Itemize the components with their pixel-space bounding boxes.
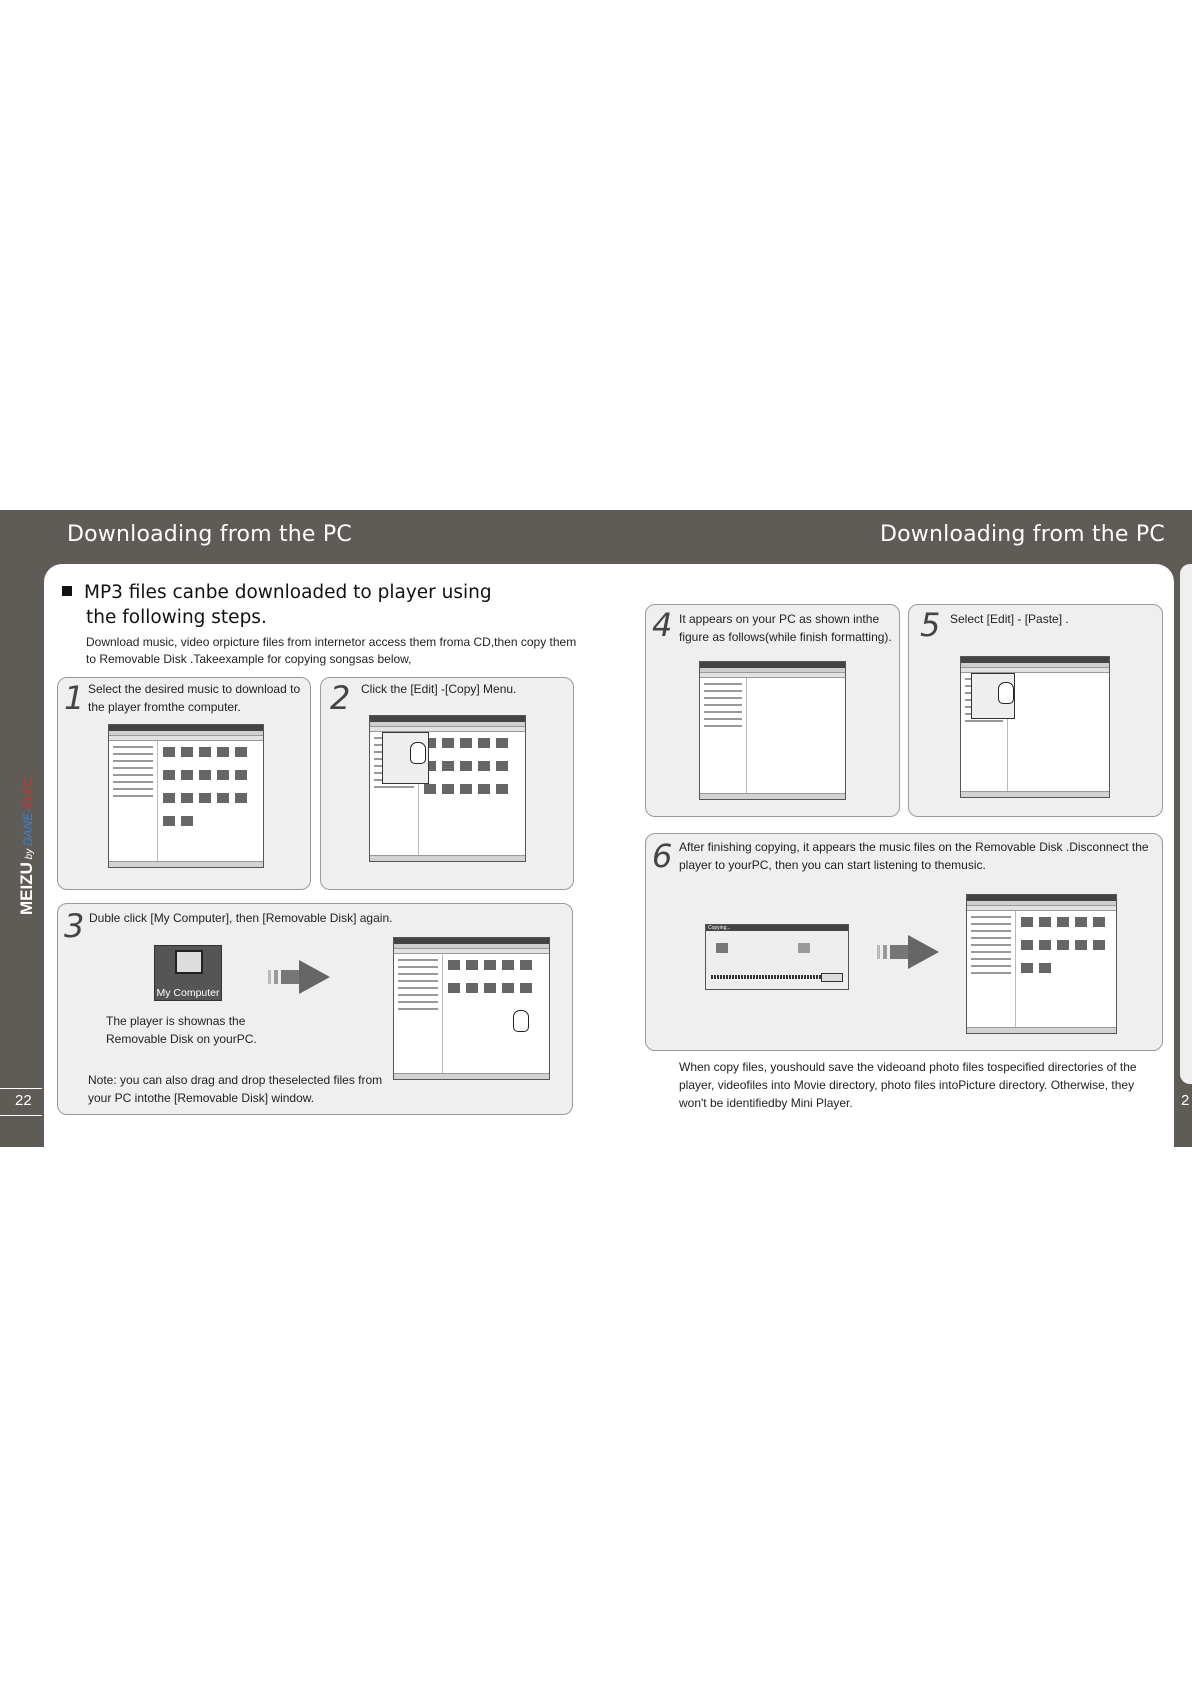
- step-2-screenshot: [369, 715, 526, 862]
- section-heading: [62, 580, 492, 630]
- step-5-text: Select [Edit] - [Paste] .: [950, 612, 1069, 626]
- right-arrow-icon: [266, 957, 330, 997]
- step-2-number: 2: [330, 679, 351, 717]
- copying-dialog: [705, 924, 849, 990]
- right-page-title: Downloading from the PC: [880, 522, 1165, 547]
- heading-line-1: MP3 files canbe downloaded to player using: [84, 582, 492, 603]
- right-page-number: 2: [1181, 1092, 1190, 1109]
- page-number-rule-bottom: [0, 1115, 42, 1116]
- step-3-number: 3: [64, 907, 85, 945]
- heading-line-2: the following steps.: [86, 607, 267, 628]
- step-6-text: After finishing copying, it appears the music files on the Removable Disk .Disconnect the player to yourPC, then you can start listening to themusic.: [679, 840, 1149, 872]
- bottom-note: When copy files, youshould save the videoand photo files tospecified directories of the player, videofiles into Movie directory, photo files intoPicture directory. Otherwise, they won't be identifiedby Mini Player.: [679, 1060, 1137, 1110]
- step-5-number: 5: [920, 606, 941, 644]
- brand-logo: [10, 740, 40, 920]
- right-arrow-icon: [875, 932, 939, 972]
- step-4-number: 4: [652, 606, 673, 644]
- my-computer-icon: [154, 945, 222, 1001]
- step-2-text: Click the [Edit] -[Copy] Menu.: [361, 682, 517, 696]
- hand-cursor-icon: [998, 682, 1014, 704]
- svg-text:MEIZU by DANE-ELEC: MEIZU by DANE-ELEC: [17, 777, 36, 915]
- intro-text: Download music, video orpicture files from internetor access them froma CD,then copy them to Removable Disk .Takeexample for copying songsas below,: [86, 635, 577, 666]
- step-3-note: Note: you can also drag and drop theselected files from your PC intothe [Removable Disk] window.: [88, 1073, 383, 1105]
- square-bullet-icon: [62, 586, 72, 596]
- step-1-text: Select the desired music to download to the player fromthe computer.: [88, 682, 301, 714]
- step-3-text: Duble click [My Computer], then [Removable Disk] again.: [89, 911, 393, 925]
- step-1-number: 1: [64, 679, 85, 717]
- my-computer-label: My Computer: [156, 987, 220, 999]
- page-number-rule-top: [0, 1088, 42, 1089]
- step-3-caption: The player is shownas the Removable Disk on yourPC.: [106, 1014, 257, 1046]
- hand-cursor-icon: [410, 742, 426, 764]
- step-6-number: 6: [652, 837, 673, 875]
- next-page-edge: [1180, 564, 1192, 1084]
- step-6-screenshot: [966, 894, 1117, 1034]
- step-5-screenshot: [960, 656, 1110, 798]
- left-page-number: 22: [15, 1092, 32, 1109]
- step-4-text: It appears on your PC as shown inthe figure as follows(while finish formatting).: [679, 612, 892, 644]
- left-page-title: Downloading from the PC: [67, 522, 352, 547]
- step-4-screenshot: [699, 661, 846, 800]
- step-1-screenshot: [108, 724, 264, 868]
- copying-dialog-title: Copying...: [706, 925, 848, 931]
- step-3-screenshot: [393, 937, 550, 1080]
- hand-cursor-icon: [513, 1010, 529, 1032]
